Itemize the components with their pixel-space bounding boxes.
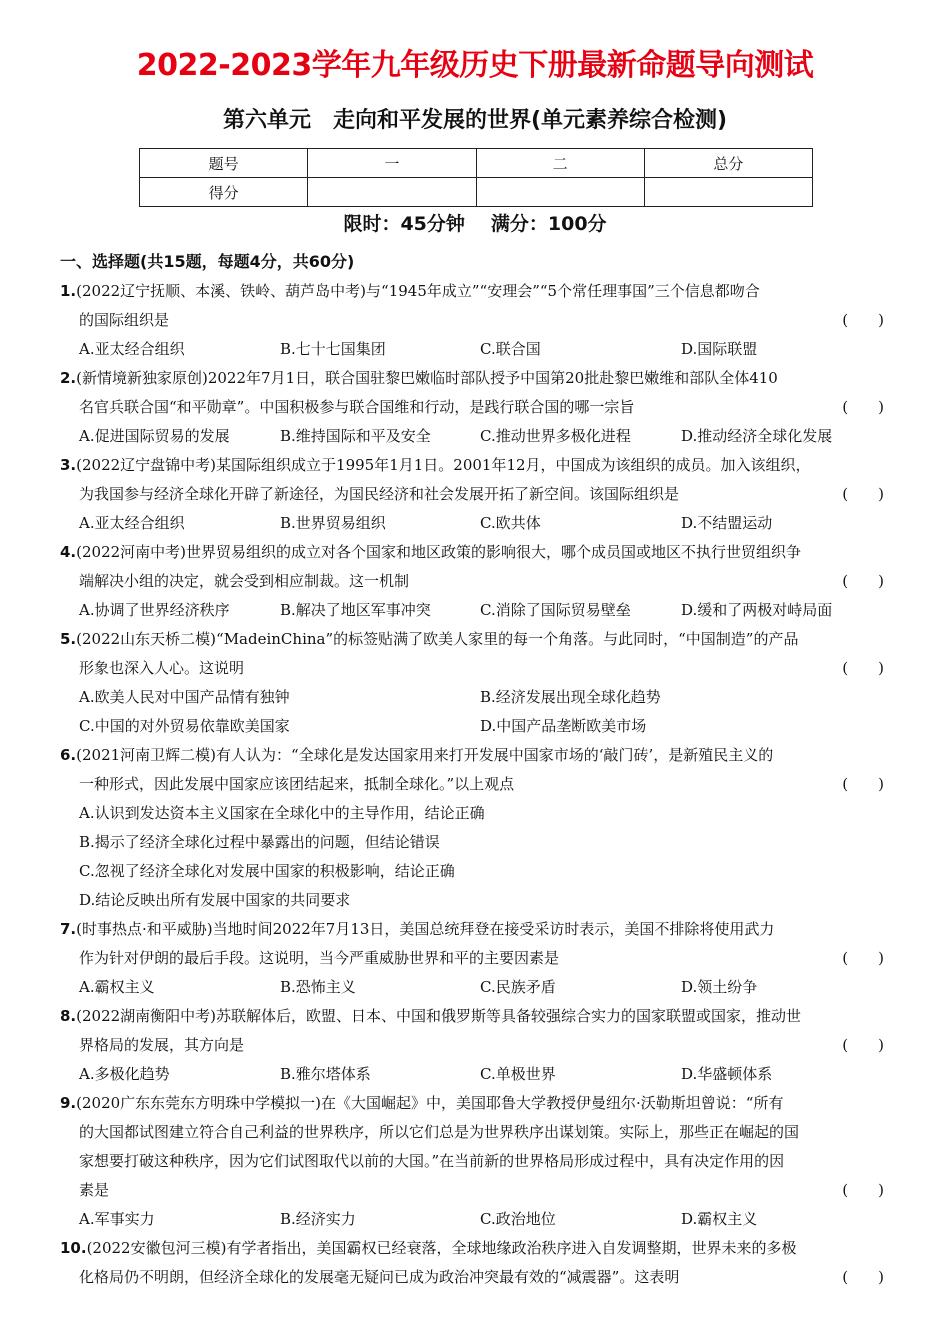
question-text: 界格局的发展，其方向是 xyxy=(79,1036,245,1054)
question-text: 素是 xyxy=(79,1181,110,1199)
option-b[interactable]: B.雅尔塔体系 xyxy=(280,1065,371,1083)
option-c[interactable]: C.联合国 xyxy=(480,340,541,358)
full-score: 满分：100分 xyxy=(490,213,607,235)
question-number: 1. xyxy=(60,282,77,300)
question-text: 形象也深入人心。这说明 xyxy=(79,659,245,677)
option-a[interactable]: A.亚太经合组织 xyxy=(79,340,185,358)
score-cell[interactable] xyxy=(476,178,644,207)
option-d[interactable]: D.国际联盟 xyxy=(681,340,758,358)
answer-blank[interactable]: ( ) xyxy=(842,1181,884,1199)
options xyxy=(60,712,890,741)
answer-blank[interactable]: ( ) xyxy=(842,659,884,677)
option-a[interactable]: A.军事实力 xyxy=(79,1210,155,1228)
option-c[interactable]: C.忽视了经济全球化对发展中国家的积极影响，结论正确 xyxy=(79,862,455,880)
option-c[interactable]: C.欧共体 xyxy=(480,514,541,532)
question-10 xyxy=(60,1234,890,1292)
question-4 xyxy=(60,538,890,625)
option-b[interactable]: B.恐怖主义 xyxy=(280,978,356,996)
option-b[interactable]: B.揭示了经济全球化过程中暴露出的问题，但结论错误 xyxy=(79,833,440,851)
option-d[interactable]: D.缓和了两极对峙局面 xyxy=(681,601,833,619)
question-text: (2022河南中考)世界贸易组织的成立对各个国家和地区政策的影响很大，哪个成员国或地区不执行世贸组织争 xyxy=(76,543,802,561)
options xyxy=(60,335,890,364)
question-6 xyxy=(60,741,890,915)
time-limit: 限时：45分钟 xyxy=(343,213,465,235)
options xyxy=(60,596,890,625)
question-text: 为我国参与经济全球化开辟了新途径，为国民经济和社会发展开拓了新空间。该国际组织是 xyxy=(79,485,680,503)
question-text: (2022山东天桥二模)“MadeinChina”的标签贴满了欧美人家里的每一个角落。与此同时，“中国制造”的产品 xyxy=(76,630,799,648)
options xyxy=(60,683,890,712)
option-d[interactable]: D.霸权主义 xyxy=(681,1210,758,1228)
question-number: 5. xyxy=(60,630,77,648)
score-table xyxy=(139,148,813,207)
option-b[interactable]: B.经济实力 xyxy=(280,1210,356,1228)
question-number: 4. xyxy=(60,543,77,561)
option-b[interactable]: B.世界贸易组织 xyxy=(280,514,386,532)
option-a[interactable]: A.多极化趋势 xyxy=(79,1065,170,1083)
option-a[interactable]: A.霸权主义 xyxy=(79,978,155,996)
option-a[interactable]: A.促进国际贸易的发展 xyxy=(79,427,230,445)
answer-blank[interactable]: ( ) xyxy=(842,1036,884,1054)
answer-blank[interactable]: ( ) xyxy=(842,572,884,590)
question-1 xyxy=(60,277,890,364)
question-text: 的国际组织是 xyxy=(79,311,170,329)
answer-blank[interactable]: ( ) xyxy=(842,1268,884,1286)
question-number: 2. xyxy=(60,369,77,387)
question-text: 作为针对伊朗的最后手段。这说明，当今严重威胁世界和平的主要因素是 xyxy=(79,949,560,967)
header-cell: 二 xyxy=(476,149,644,178)
answer-blank[interactable]: ( ) xyxy=(842,949,884,967)
answer-blank[interactable]: ( ) xyxy=(842,775,884,793)
options xyxy=(60,509,890,538)
answer-blank[interactable]: ( ) xyxy=(842,311,884,329)
option-a[interactable]: A.协调了世界经济秩序 xyxy=(79,601,230,619)
option-c[interactable]: C.政治地位 xyxy=(480,1210,556,1228)
option-a[interactable]: A.亚太经合组织 xyxy=(79,514,185,532)
score-label-cell: 得分 xyxy=(140,178,308,207)
question-2 xyxy=(60,364,890,451)
option-b[interactable]: B.七十七国集团 xyxy=(280,340,386,358)
question-text: (2021河南卫辉二模)有人认为：“全球化是发达国家用来打开发展中国家市场的‘敲门砖’，是新殖民主义的 xyxy=(76,746,774,764)
question-number: 8. xyxy=(60,1007,77,1025)
score-cell[interactable] xyxy=(308,178,476,207)
question-number: 7. xyxy=(60,920,77,938)
option-c[interactable]: C.消除了国际贸易壁垒 xyxy=(480,601,631,619)
option-d[interactable]: D.华盛顿体系 xyxy=(681,1065,773,1083)
option-d[interactable]: D.不结盟运动 xyxy=(681,514,773,532)
options xyxy=(60,1060,890,1089)
question-text: 名官兵联合国“和平勋章”。中国积极参与联合国维和行动，是践行联合国的哪一宗旨 xyxy=(79,398,635,416)
question-text: (2020广东东莞东方明珠中学模拟一)在《大国崛起》中，美国耶鲁大学教授伊曼纽尔·沃勒斯坦曾说：“所有 xyxy=(76,1094,784,1112)
header-cell: 题号 xyxy=(140,149,308,178)
options xyxy=(60,973,890,1002)
table-row xyxy=(140,149,813,178)
question-text: (2022安徽包河三模)有学者指出，美国霸权已经衰落，全球地缘政治秩序进入自发调整期，世界未来的多极 xyxy=(86,1239,797,1257)
question-9 xyxy=(60,1089,890,1234)
score-cell[interactable] xyxy=(644,178,812,207)
question-text: 一种形式，因此发展中国家应该团结起来，抵制全球化。”以上观点 xyxy=(79,775,515,793)
options xyxy=(60,1205,890,1234)
question-number: 6. xyxy=(60,746,77,764)
option-a[interactable]: A.认识到发达资本主义国家在全球化中的主导作用，结论正确 xyxy=(79,804,485,822)
question-text: 家想要打破这种秩序，因为它们试图取代以前的大国。”在当前新的世界格局形成过程中，具有决定作用的因 xyxy=(79,1152,785,1170)
question-text: 端解决小组的决定，就会受到相应制裁。这一机制 xyxy=(79,572,410,590)
question-list xyxy=(60,277,890,1292)
option-c[interactable]: C.推动世界多极化进程 xyxy=(480,427,631,445)
question-text: (新情境新独家原创)2022年7月1日，联合国驻黎巴嫩临时部队授予中国第20批赴黎巴嫩维和部队全体410 xyxy=(76,369,778,387)
option-c[interactable]: C.单极世界 xyxy=(480,1065,556,1083)
question-text: 的大国都试图建立符合自己利益的世界秩序，所以它们总是为世界秩序出谋划策。实际上，那些正在崛起的国 xyxy=(79,1123,800,1141)
question-3 xyxy=(60,451,890,538)
option-d[interactable]: D.中国产品垄断欧美市场 xyxy=(480,717,647,735)
page-title: 2022-2023学年九年级历史下册最新命题导向测试 xyxy=(136,48,814,83)
unit-subtitle: 第六单元 走向和平发展的世界(单元素养综合检测) xyxy=(222,108,728,133)
question-number: 3. xyxy=(60,456,77,474)
section-heading: 一、选择题(共15题，每题4分，共60分) xyxy=(60,252,355,271)
option-c[interactable]: C.中国的对外贸易依靠欧美国家 xyxy=(79,717,290,735)
answer-blank[interactable]: ( ) xyxy=(842,398,884,416)
option-b[interactable]: B.解决了地区军事冲突 xyxy=(280,601,431,619)
option-d[interactable]: D.推动经济全球化发展 xyxy=(681,427,833,445)
question-5 xyxy=(60,625,890,741)
answer-blank[interactable]: ( ) xyxy=(842,485,884,503)
option-d[interactable]: D.结论反映出所有发展中国家的共同要求 xyxy=(79,891,351,909)
question-text: (2022湖南衡阳中考)苏联解体后，欧盟、日本、中国和俄罗斯等具备较强综合实力的国家联盟或国家，推动世 xyxy=(76,1007,802,1025)
question-text: (时事热点·和平威胁)当地时间2022年7月13日，美国总统拜登在接受采访时表示，美国不排除将使用武力 xyxy=(76,920,775,938)
option-d[interactable]: D.领土纷争 xyxy=(681,978,758,996)
question-number: 10. xyxy=(60,1239,87,1257)
question-text: (2022辽宁抚顺、本溪、铁岭、葫芦岛中考)与“1945年成立”“安理会”“5个常任理事国”三个信息都吻合 xyxy=(76,282,760,300)
header-cell: 一 xyxy=(308,149,476,178)
question-7 xyxy=(60,915,890,1002)
header-cell: 总分 xyxy=(644,149,812,178)
option-c[interactable]: C.民族矛盾 xyxy=(480,978,556,996)
option-b[interactable]: B.经济发展出现全球化趋势 xyxy=(480,688,661,706)
question-text: (2022辽宁盘锦中考)某国际组织成立于1995年1月1日。2001年12月，中国成为该组织的成员。加入该组织， xyxy=(76,456,811,474)
question-number: 9. xyxy=(60,1094,77,1112)
option-a[interactable]: A.欧美人民对中国产品情有独钟 xyxy=(79,688,290,706)
time-score-info xyxy=(0,209,950,236)
table-row xyxy=(140,178,813,207)
question-text: 化格局仍不明朗，但经济全球化的发展毫无疑问已成为政治冲突最有效的“减震器”。这表明 xyxy=(79,1268,680,1286)
option-b[interactable]: B.维持国际和平及安全 xyxy=(280,427,431,445)
options xyxy=(60,422,890,451)
question-8 xyxy=(60,1002,890,1089)
